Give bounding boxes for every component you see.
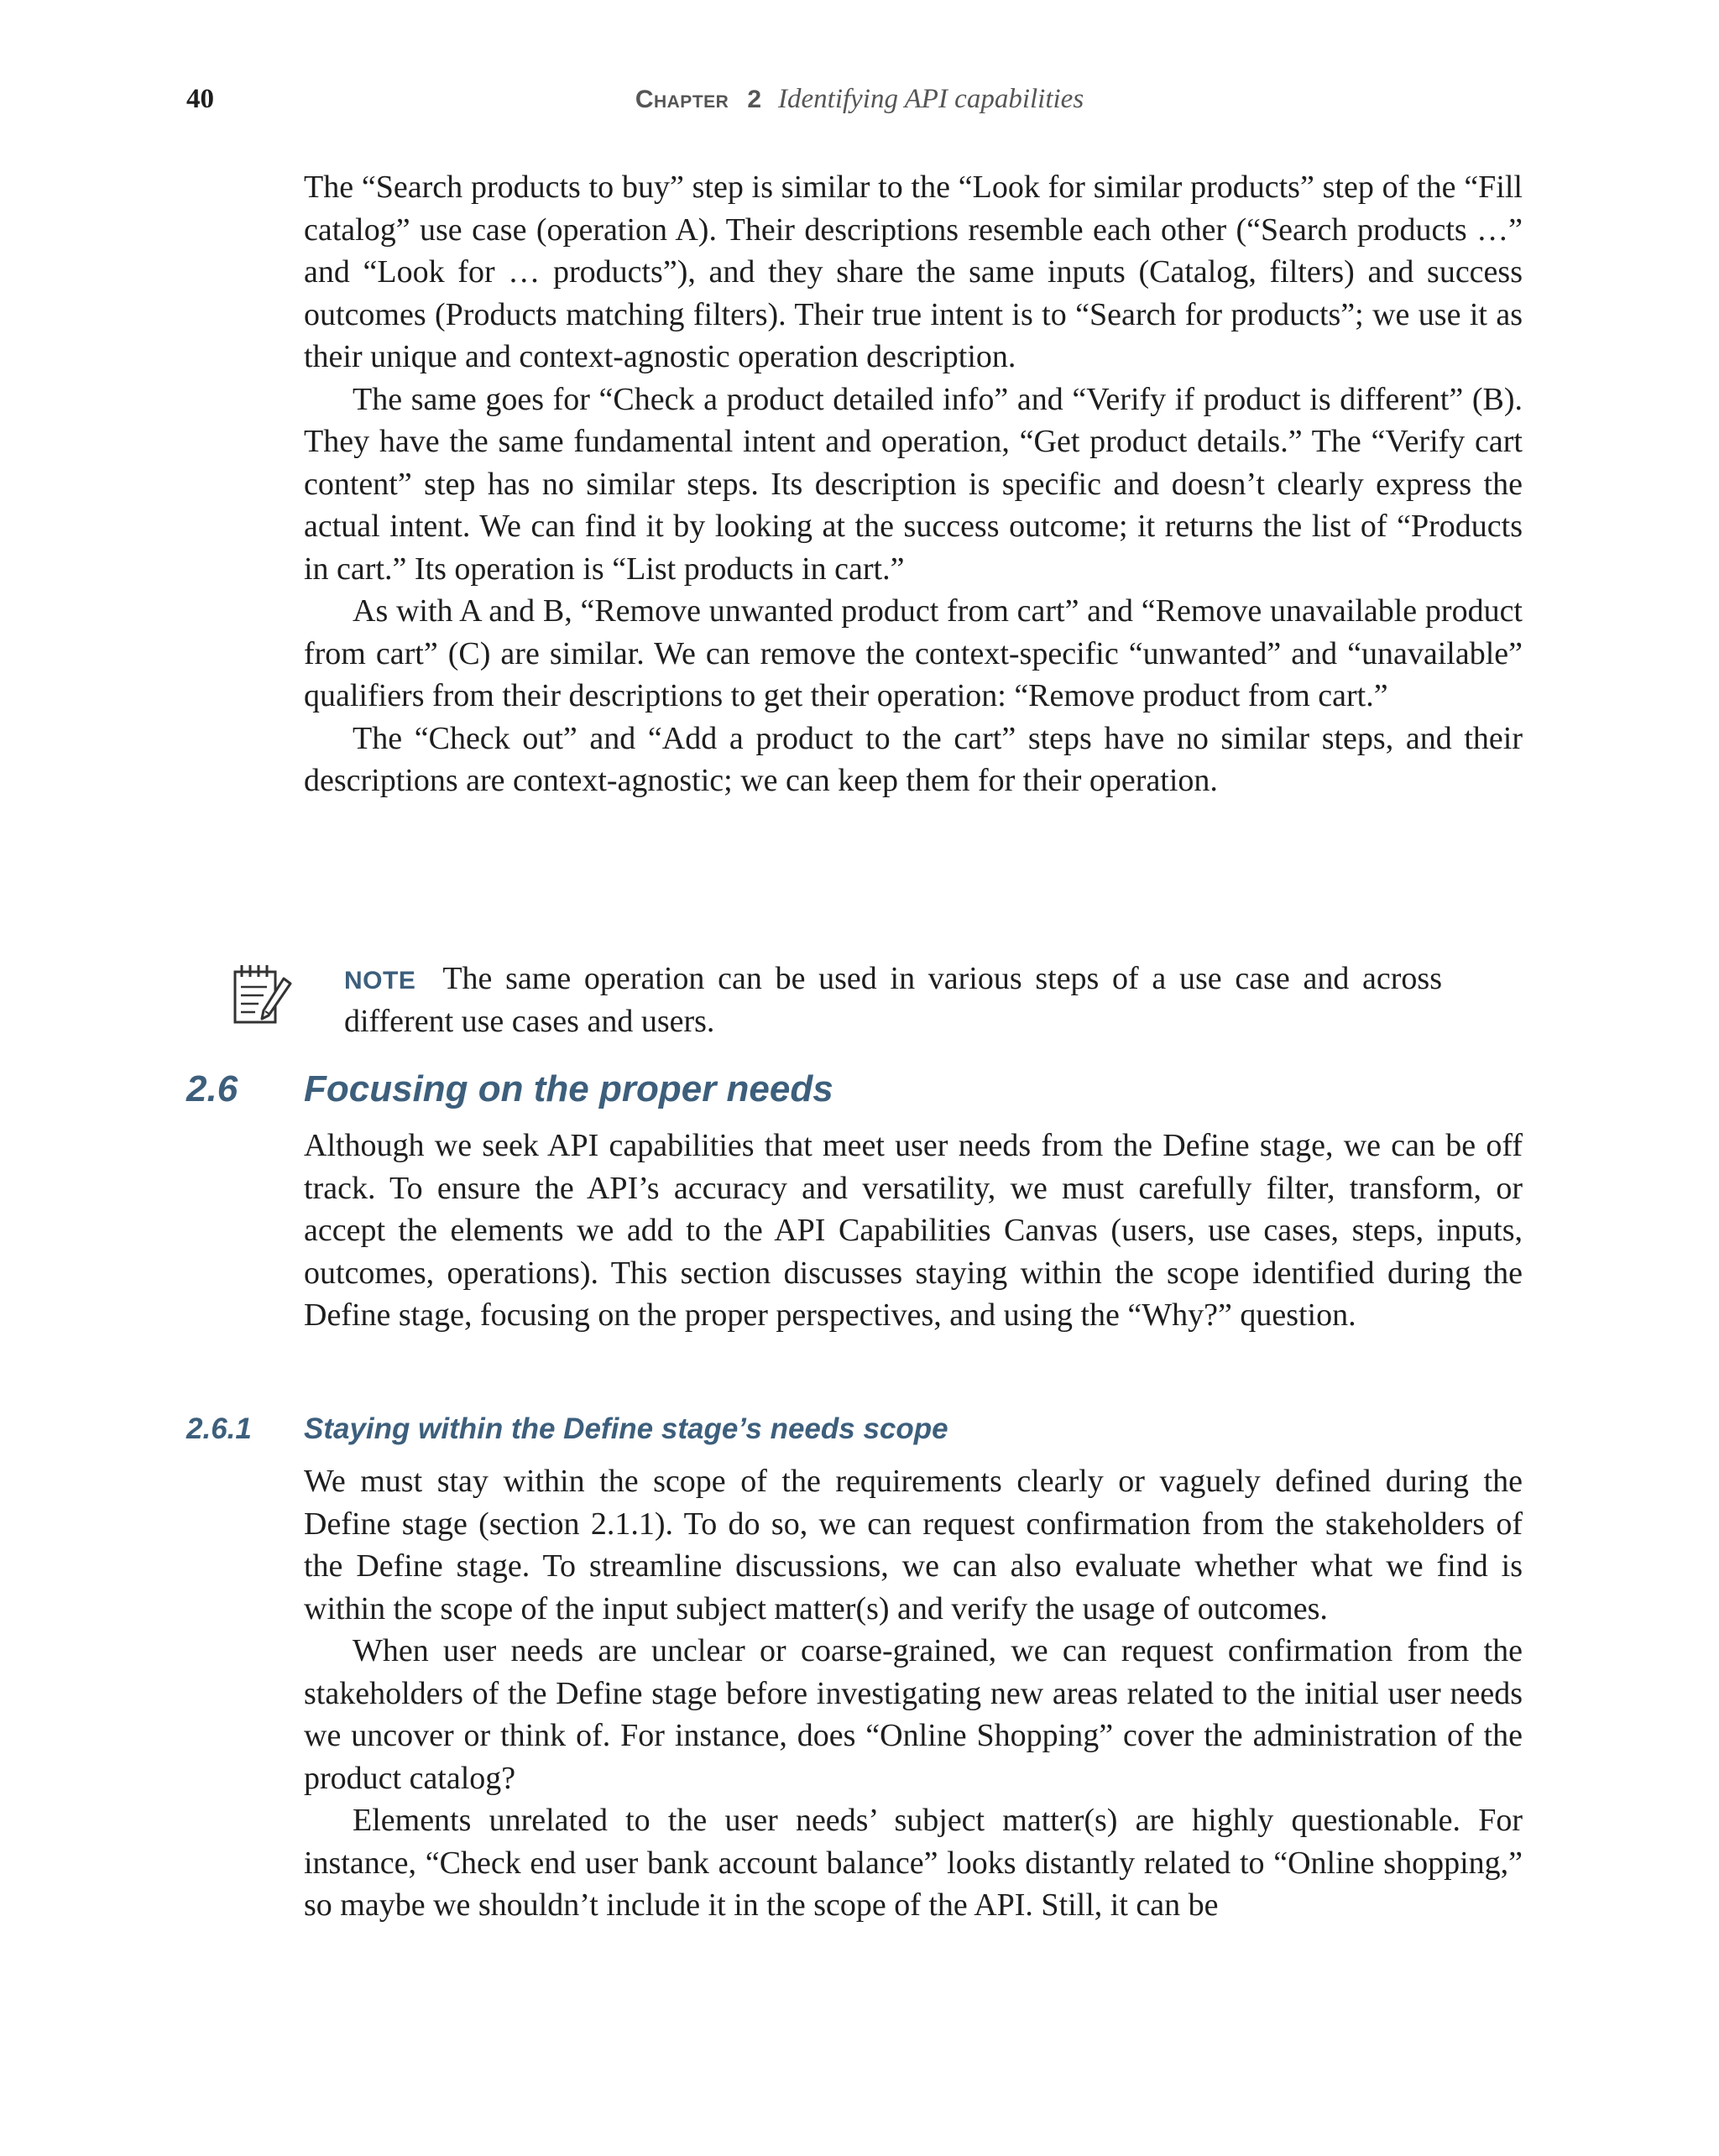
running-head [0,81,1719,118]
subsection-title: Staying within the Define stage’s needs scope [304,1412,948,1445]
note-block [344,958,1442,1041]
paragraph: The same goes for “Check a product detailed info” and “Verify if product is different” (B). They have the same fundamental intent and operation, “Get product details.” The “Verify cart content” step has no similar steps. Its description is specific and doesn’t clearly express the actual intent. We can find it by looking at the success outcome; it returns the list of “Products in cart.” Its operation is “List products in cart.” [304,381,1523,587]
notepad-pencil-icon [232,963,292,1027]
note-label: NOTE [344,967,416,994]
subsection-number: 2.6.1 [186,1412,252,1445]
section-title: Focusing on the proper needs [304,1068,833,1109]
section-2-6-body [304,1125,1523,1337]
paragraph: The “Search products to buy” step is similar to the “Look for similar products” step of the “Fill catalog” use case (operation A). Their descriptions resemble each other (“Search products …” and “Look for … products”), and they share the same inputs (Catalog, filters) and success outcomes (Products matching filters). Their true intent is to “Search for products”; we use it as their unique and context-agnostic operation description. [304,170,1523,374]
chapter-number: 2 [747,86,762,113]
section-number: 2.6 [186,1068,238,1109]
page-number: 40 [186,84,214,114]
note-text: The same operation can be used in various steps of a use case and across different use cases and users. [344,961,1442,1039]
paragraph: When user needs are unclear or coarse-grained, we can request confirmation from the stakeholders of the Define stage before investigating new areas related to the initial user needs we uncover or think of. For instance, does “Online Shopping” cover the administration of the product catalog? [304,1633,1523,1796]
paragraph: Elements unrelated to the user needs’ subject matter(s) are highly questionable. For instance, “Check end user bank account balance” looks distantly related to “Online shopping,” so maybe we shouldn’t include it in the scope of the API. Still, it can be [304,1803,1523,1923]
paragraph: As with A and B, “Remove unwanted product from cart” and “Remove unavailable product from cart” (C) are similar. We can remove the context-specific “unwanted” and “unavailable” qualifiers from their descriptions to get their operation: “Remove product from cart.” [304,593,1523,713]
body-text-top [304,166,1523,802]
paragraph: The “Check out” and “Add a product to the cart” steps have no similar steps, and their descriptions are context-agnostic; we can keep them for their operation. [304,720,1523,798]
chapter-title: Identifying API capabilities [778,84,1084,114]
paragraph: Although we seek API capabilities that meet user needs from the Define stage, we can be off track. To ensure the API’s accuracy and versatility, we must carefully filter, transform, or accept the elements we add to the API Capabilities Canvas (users, use cases, steps, inputs, outcomes, operations). This section discusses staying within the scope identified during the Define stage, focusing on the proper perspectives, and using the “Why?” question. [304,1128,1523,1333]
paragraph: We must stay within the scope of the requirements clearly or vaguely defined during the Define stage (section 2.1.1). To do so, we can request confirmation from the stakeholders of the Define stage. To streamline discussions, we can also evaluate whether what we find is within the scope of the input subject matter(s) and verify the usage of outcomes. [304,1464,1523,1626]
chapter-label: Chapter [635,86,729,113]
section-2-6-1-body [304,1460,1523,1927]
